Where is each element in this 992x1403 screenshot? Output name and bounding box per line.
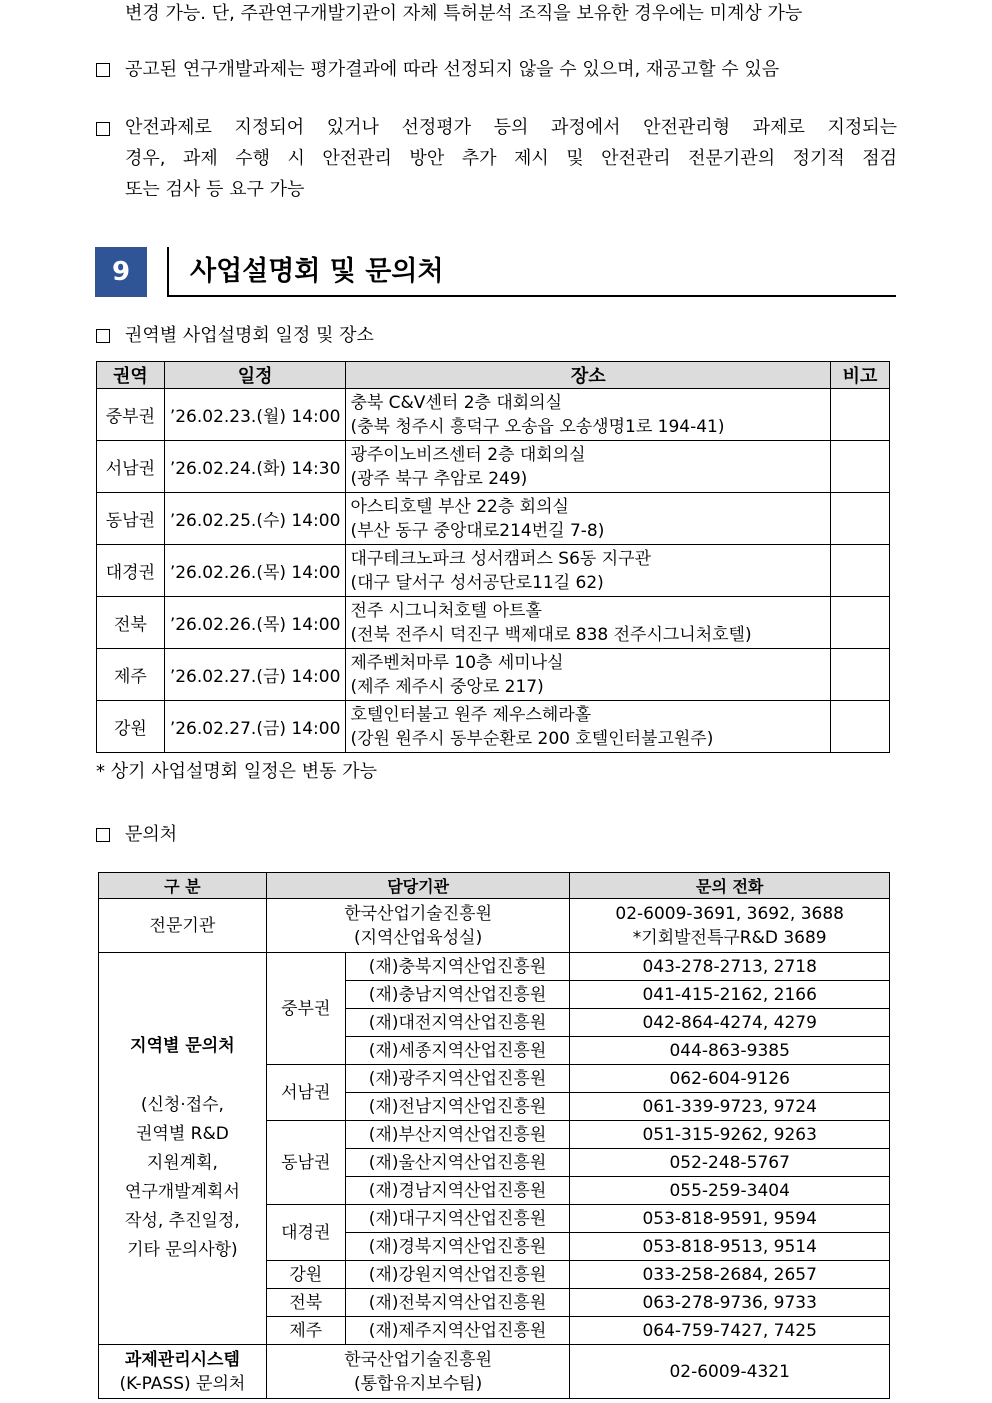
- date-cell: ’26.02.25.(수) 14:00: [164, 493, 346, 545]
- phone-cell: [570, 899, 890, 953]
- place-cell: [346, 649, 831, 701]
- intro-bullet-2-line-1: 안전과제로 지정되어 있거나 선정평가 등의 과정에서 안전관리형 과제로 지정되는: [125, 117, 897, 138]
- place-name: 대구테크노파크 성서캠퍼스 S6동 지구관: [350, 548, 652, 569]
- org-cell: (재)세종지역산업진흥원: [345, 1037, 570, 1065]
- regional-desc-line: 지원계획,: [146, 1153, 218, 1173]
- place-name: 호텔인터불고 원주 제우스헤라홀: [350, 704, 592, 725]
- intro-bullet-2-line-2: 경우, 과제 수행 시 안전관리 방안 추가 제시 및 안전관리 전문기관의 정기적 점검: [125, 148, 897, 169]
- place-address: (부산 동구 중앙대로214번길 7-8): [350, 520, 605, 541]
- phone-cell: 042-864-4274, 4279: [570, 1009, 890, 1037]
- regional-desc-line: (신청·접수,: [140, 1095, 224, 1115]
- group-label: 동남권: [266, 1121, 345, 1205]
- contact-table: [98, 872, 890, 1399]
- place-address: (전북 전주시 덕진구 백제대로 838 전주시그니처호텔): [350, 624, 752, 645]
- table-row: [97, 701, 890, 753]
- org-cell: (재)대구지역산업진흥원: [345, 1205, 570, 1233]
- place-name: 아스티호텔 부산 22층 회의실: [350, 496, 569, 517]
- intro-bullet-2: [125, 112, 897, 205]
- header-date: 일정: [164, 362, 346, 389]
- org-cell: [266, 1345, 570, 1399]
- header-place: 장소: [346, 362, 831, 389]
- org-cell: [266, 899, 570, 953]
- section-divider-vertical: [167, 247, 169, 297]
- phone-cell: 041-415-2162, 2166: [570, 981, 890, 1009]
- date-cell: ’26.02.24.(화) 14:30: [164, 441, 346, 493]
- phone-cell: 044-863-9385: [570, 1037, 890, 1065]
- org-cell: (재)대전지역산업진흥원: [345, 1009, 570, 1037]
- org-cell: (재)부산지역산업진흥원: [345, 1121, 570, 1149]
- org-cell: (재)광주지역산업진흥원: [345, 1065, 570, 1093]
- note-cell: [831, 493, 890, 545]
- note-cell: [831, 649, 890, 701]
- checkbox-square-icon: [96, 122, 110, 136]
- checkbox-square-icon: [96, 828, 110, 842]
- org-cell: (재)전남지역산업진흥원: [345, 1093, 570, 1121]
- regional-label: 지역별 문의처: [130, 1036, 235, 1056]
- place-address: (강원 원주시 동부순환로 200 호텔인터불고원주): [350, 728, 714, 749]
- phone-cell: 033-258-2684, 2657: [570, 1261, 890, 1289]
- schedule-footnote: * 상기 사업설명회 일정은 변동 가능: [96, 761, 378, 782]
- place-name: 전주 시그니처호텔 아트홀: [350, 600, 542, 621]
- section-title: 사업설명회 및 문의처: [190, 256, 444, 287]
- intro-bullet-2-line-3: 또는 검사 등 요구 가능: [125, 179, 305, 200]
- group-label: 서남권: [266, 1065, 345, 1121]
- schedule-heading: 권역별 사업설명회 일정 및 장소: [125, 325, 374, 346]
- phone-cell: 063-278-9736, 9733: [570, 1289, 890, 1317]
- date-cell: ’26.02.27.(금) 14:00: [164, 649, 346, 701]
- phone-cell: 062-604-9126: [570, 1065, 890, 1093]
- header-org: 담당기관: [266, 873, 570, 899]
- region-cell: 동남권: [97, 493, 165, 545]
- schedule-header-row: [97, 362, 890, 389]
- table-row: [97, 545, 890, 597]
- region-cell: 서남권: [97, 441, 165, 493]
- table-row: [99, 899, 890, 953]
- phone-number: 02-6009-3691, 3692, 3688: [615, 903, 844, 924]
- place-address: (광주 북구 추암로 249): [350, 468, 528, 489]
- org-cell: (재)충북지역산업진흥원: [345, 953, 570, 981]
- note-cell: [831, 597, 890, 649]
- group-label: 전북: [266, 1289, 345, 1317]
- group-label: 중부권: [266, 953, 345, 1065]
- org-cell: (재)경북지역산업진흥원: [345, 1233, 570, 1261]
- table-row: [97, 649, 890, 701]
- table-row: [97, 441, 890, 493]
- kpass-sublabel: (K-PASS) 문의처: [119, 1373, 246, 1394]
- header-phone: 문의 전화: [570, 873, 890, 899]
- regional-category-cell: [99, 953, 267, 1345]
- org-dept: (통합유지보수팀): [353, 1373, 483, 1394]
- date-cell: ’26.02.26.(목) 14:00: [164, 597, 346, 649]
- category-cell: [99, 1345, 267, 1399]
- checkbox-square-icon: [96, 329, 110, 343]
- schedule-table: [96, 361, 890, 753]
- note-cell: [831, 389, 890, 441]
- phone-cell: 053-818-9591, 9594: [570, 1205, 890, 1233]
- org-cell: (재)제주지역산업진흥원: [345, 1317, 570, 1345]
- place-cell: [346, 545, 831, 597]
- org-cell: (재)경남지역산업진흥원: [345, 1177, 570, 1205]
- group-label: 대경권: [266, 1205, 345, 1261]
- phone-cell: 064-759-7427, 7425: [570, 1317, 890, 1345]
- place-cell: [346, 701, 831, 753]
- region-cell: 대경권: [97, 545, 165, 597]
- phone-cell: 02-6009-4321: [570, 1345, 890, 1399]
- place-address: (대구 달서구 성서공단로11길 62): [350, 572, 604, 593]
- table-row: [97, 597, 890, 649]
- place-cell: [346, 441, 831, 493]
- section-number-badge: 9: [95, 247, 147, 297]
- group-label: 강원: [266, 1261, 345, 1289]
- region-cell: 중부권: [97, 389, 165, 441]
- region-cell: 강원: [97, 701, 165, 753]
- table-row: [97, 493, 890, 545]
- region-cell: 제주: [97, 649, 165, 701]
- phone-cell: 053-818-9513, 9514: [570, 1233, 890, 1261]
- table-row: [99, 1345, 890, 1399]
- intro-line-0: 변경 가능. 단, 주관연구개발기관이 자체 특허분석 조직을 보유한 경우에는 미계상 가능: [125, 3, 803, 24]
- contact-heading: 문의처: [125, 824, 178, 845]
- place-name: 충북 C&V센터 2층 대회의실: [350, 392, 563, 413]
- org-dept: (지역산업육성실): [353, 927, 483, 948]
- phone-cell: 055-259-3404: [570, 1177, 890, 1205]
- regional-desc-line: 기타 문의사항): [127, 1240, 238, 1260]
- note-cell: [831, 701, 890, 753]
- table-row: [99, 953, 890, 981]
- place-cell: [346, 493, 831, 545]
- phone-cell: 051-315-9262, 9263: [570, 1121, 890, 1149]
- phone-cell: 061-339-9723, 9724: [570, 1093, 890, 1121]
- org-cell: (재)전북지역산업진흥원: [345, 1289, 570, 1317]
- note-cell: [831, 441, 890, 493]
- date-cell: ’26.02.23.(월) 14:00: [164, 389, 346, 441]
- org-name: 한국산업기술진흥원: [344, 903, 492, 924]
- kpass-label: 과제관리시스템: [124, 1349, 240, 1370]
- place-address: (제주 제주시 중앙로 217): [350, 676, 544, 697]
- region-cell: 전북: [97, 597, 165, 649]
- phone-cell: 043-278-2713, 2718: [570, 953, 890, 981]
- section-divider-horizontal: [167, 295, 896, 297]
- phone-cell: 052-248-5767: [570, 1149, 890, 1177]
- place-address: (충북 청주시 흥덕구 오송읍 오송생명1로 194-41): [350, 416, 725, 437]
- date-cell: ’26.02.27.(금) 14:00: [164, 701, 346, 753]
- regional-desc-line: 연구개발계획서: [124, 1182, 240, 1202]
- org-name: 한국산업기술진흥원: [344, 1349, 492, 1370]
- note-cell: [831, 545, 890, 597]
- phone-number-special: *기회발전특구R&D 3689: [632, 927, 827, 948]
- header-category: 구 분: [99, 873, 267, 899]
- header-region: 권역: [97, 362, 165, 389]
- org-cell: (재)충남지역산업진흥원: [345, 981, 570, 1009]
- contact-header-row: [99, 873, 890, 899]
- org-cell: (재)울산지역산업진흥원: [345, 1149, 570, 1177]
- category-cell: 전문기관: [99, 899, 267, 953]
- date-cell: ’26.02.26.(목) 14:00: [164, 545, 346, 597]
- place-name: 광주이노비즈센터 2층 대회의실: [350, 444, 586, 465]
- place-name: 제주벤처마루 10층 세미나실: [350, 652, 564, 673]
- regional-desc-line: 작성, 추진일정,: [125, 1211, 240, 1231]
- header-note: 비고: [831, 362, 890, 389]
- checkbox-square-icon: [96, 63, 110, 77]
- place-cell: [346, 597, 831, 649]
- place-cell: [346, 389, 831, 441]
- intro-bullet-1: 공고된 연구개발과제는 평가결과에 따라 선정되지 않을 수 있으며, 재공고할 수 있음: [125, 59, 780, 80]
- regional-desc-line: 권역별 R&D: [135, 1124, 229, 1144]
- group-label: 제주: [266, 1317, 345, 1345]
- org-cell: (재)강원지역산업진흥원: [345, 1261, 570, 1289]
- table-row: [97, 389, 890, 441]
